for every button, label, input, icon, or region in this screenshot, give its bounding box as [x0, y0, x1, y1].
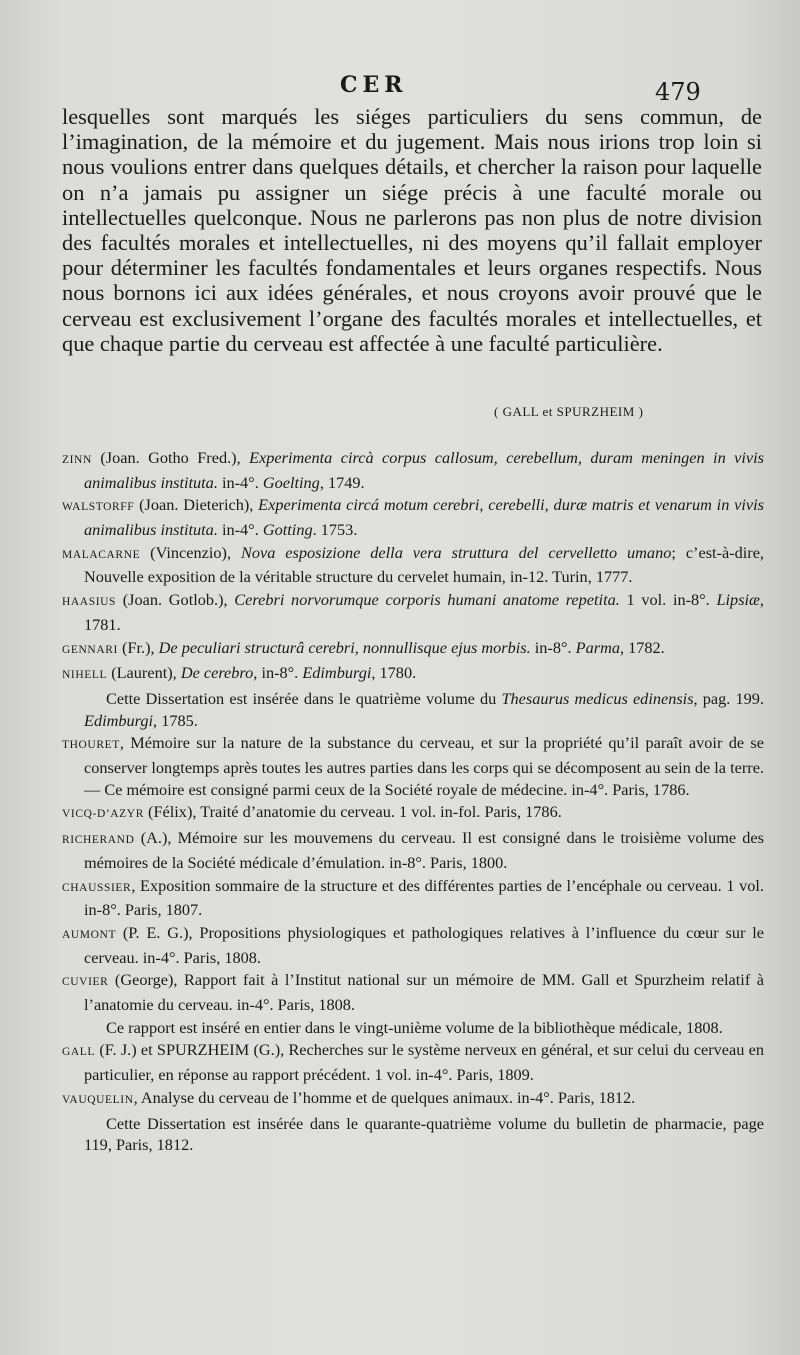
bibliography	[62, 447, 764, 1157]
biblio-note: Cette Dissertation est insérée dans le quatrième volume du Thesaurus medicus edinensis, pag. 199. Edimburgi, 1785.	[84, 689, 764, 730]
biblio-entry: VICQ-D’AZYR (Félix), Traité d’anatomie du cerveau. 1 vol. in-fol. Paris, 1786.	[62, 802, 562, 822]
biblio-entry: AUMONT (P. E. G.), Propositions physiologiques et pathologiques relatives à l’influence du cœur sur le cerveau. in-4°. Paris, 1808.	[62, 922, 764, 967]
biblio-entry: VAUQUELIN, Analyse du cerveau de l’homme et de quelques animaux. in-4°. Paris, 1812.	[62, 1087, 636, 1107]
running-head: CER	[340, 72, 408, 98]
biblio-entry: THOURET, Mémoire sur la nature de la substance du cerveau, et sur la propriété qu’il paraît avoir de se conserver longtemps après toutes les autres parties dans les corps qui se décomposent au sein de la terre. — Ce mémoire est consigné parmi ceux de la Société royale de médecine. in-4°. Paris, 1786.	[62, 733, 764, 799]
biblio-entry: WALSTORFF (Joan. Dieterich), Experimenta circá motum cerebri, cerebelli, duræ matris et venarum in vivis animalibus instituta. in-4°. Gotting. 1753.	[62, 495, 764, 539]
biblio-entry: RICHERAND (A.), Mémoire sur les mouvemens du cerveau. Il est consigné dans le troisième volume des mémoires de la Société médicale d’émulation. in-8°. Paris, 1800.	[62, 828, 764, 872]
biblio-entry: GENNARI (Fr.), De peculiari structurâ cerebri, nonnullisque ejus morbis. in-8°. Parma, 1782.	[62, 637, 665, 657]
biblio-entry: NIHELL (Laurent), De cerebro, in-8°. Edimburgi, 1780.	[62, 663, 417, 683]
page-header	[0, 68, 800, 108]
biblio-entry: CHAUSSIER, Exposition sommaire de la structure et des différentes parties de l’encéphale ou cerveau. 1 vol. in-8°. Paris, 1807.	[62, 875, 764, 920]
biblio-note: Ce rapport est inséré en entier dans le vingt-unième volume de la bibliothèque médicale, 1808.	[106, 1017, 723, 1037]
biblio-entry: HAASIUS (Joan. Gotlob.), Cerebri norvorumque corporis humani anatome repetita. 1 vol. in-8°. Lipsiæ, 1781.	[62, 590, 764, 634]
biblio-note: Cette Dissertation est insérée dans le quarante-quatrième volume du bulletin de pharmacie, page 119, Paris, 1812.	[84, 1113, 764, 1155]
attribution: ( GALL et SPURZHEIM )	[494, 404, 644, 419]
biblio-entry: MALACARNE (Vincenzio), Nova esposizione della vera struttura del cervelletto umano; c’est-à-dire, Nouvelle exposition de la véritable structure du cervelet humain, in-12. Turin, 1777.	[62, 542, 765, 587]
page-number: 479	[655, 78, 701, 106]
biblio-entry: ZINN (Joan. Gotho Fred.), Experimenta circà corpus callosum, cerebellum, duram meningen in vivis animalibus instituta. in-4°. Goelting, 1749.	[62, 448, 764, 492]
biblio-entry: GALL (F. J.) et SPURZHEIM (G.), Recherches sur le système nerveux en général, et sur celui du cerveau en particulier, en réponse au rapport précédent. 1 vol. in-4°. Paris, 1809.	[62, 1040, 764, 1085]
body-paragraph: lesquelles sont marqués les siéges particuliers du sens commun, de l’imagination, de la mémoire et du jugement. Mais nous irions trop loin si nous voulions entrer dans quelques détails, et chercher la raison pour laquelle on n’a jamais pu assigner un siége précis à une faculté morale ou intellectuelles quelconque. Nous ne parlerons pas non plus de notre division des facultés morales et intellectuelles, ni des moyens qu’il fallait employer pour déterminer les facultés fondamentales et leurs organes respectifs. Nous nous bornons ici aux idées générales, et nous croyons avoir prouvé que le cerveau est exclusivement l’organe des facultés morales et intellectuelles, et que chaque partie du cerveau est affectée à une faculté particulière.	[62, 104, 762, 356]
biblio-entry: CUVIER (George), Rapport fait à l’Institut national sur un mémoire de MM. Gall et Spurzheim relatif à l’anatomie du cerveau. in-4°. Paris, 1808.	[62, 970, 764, 1014]
